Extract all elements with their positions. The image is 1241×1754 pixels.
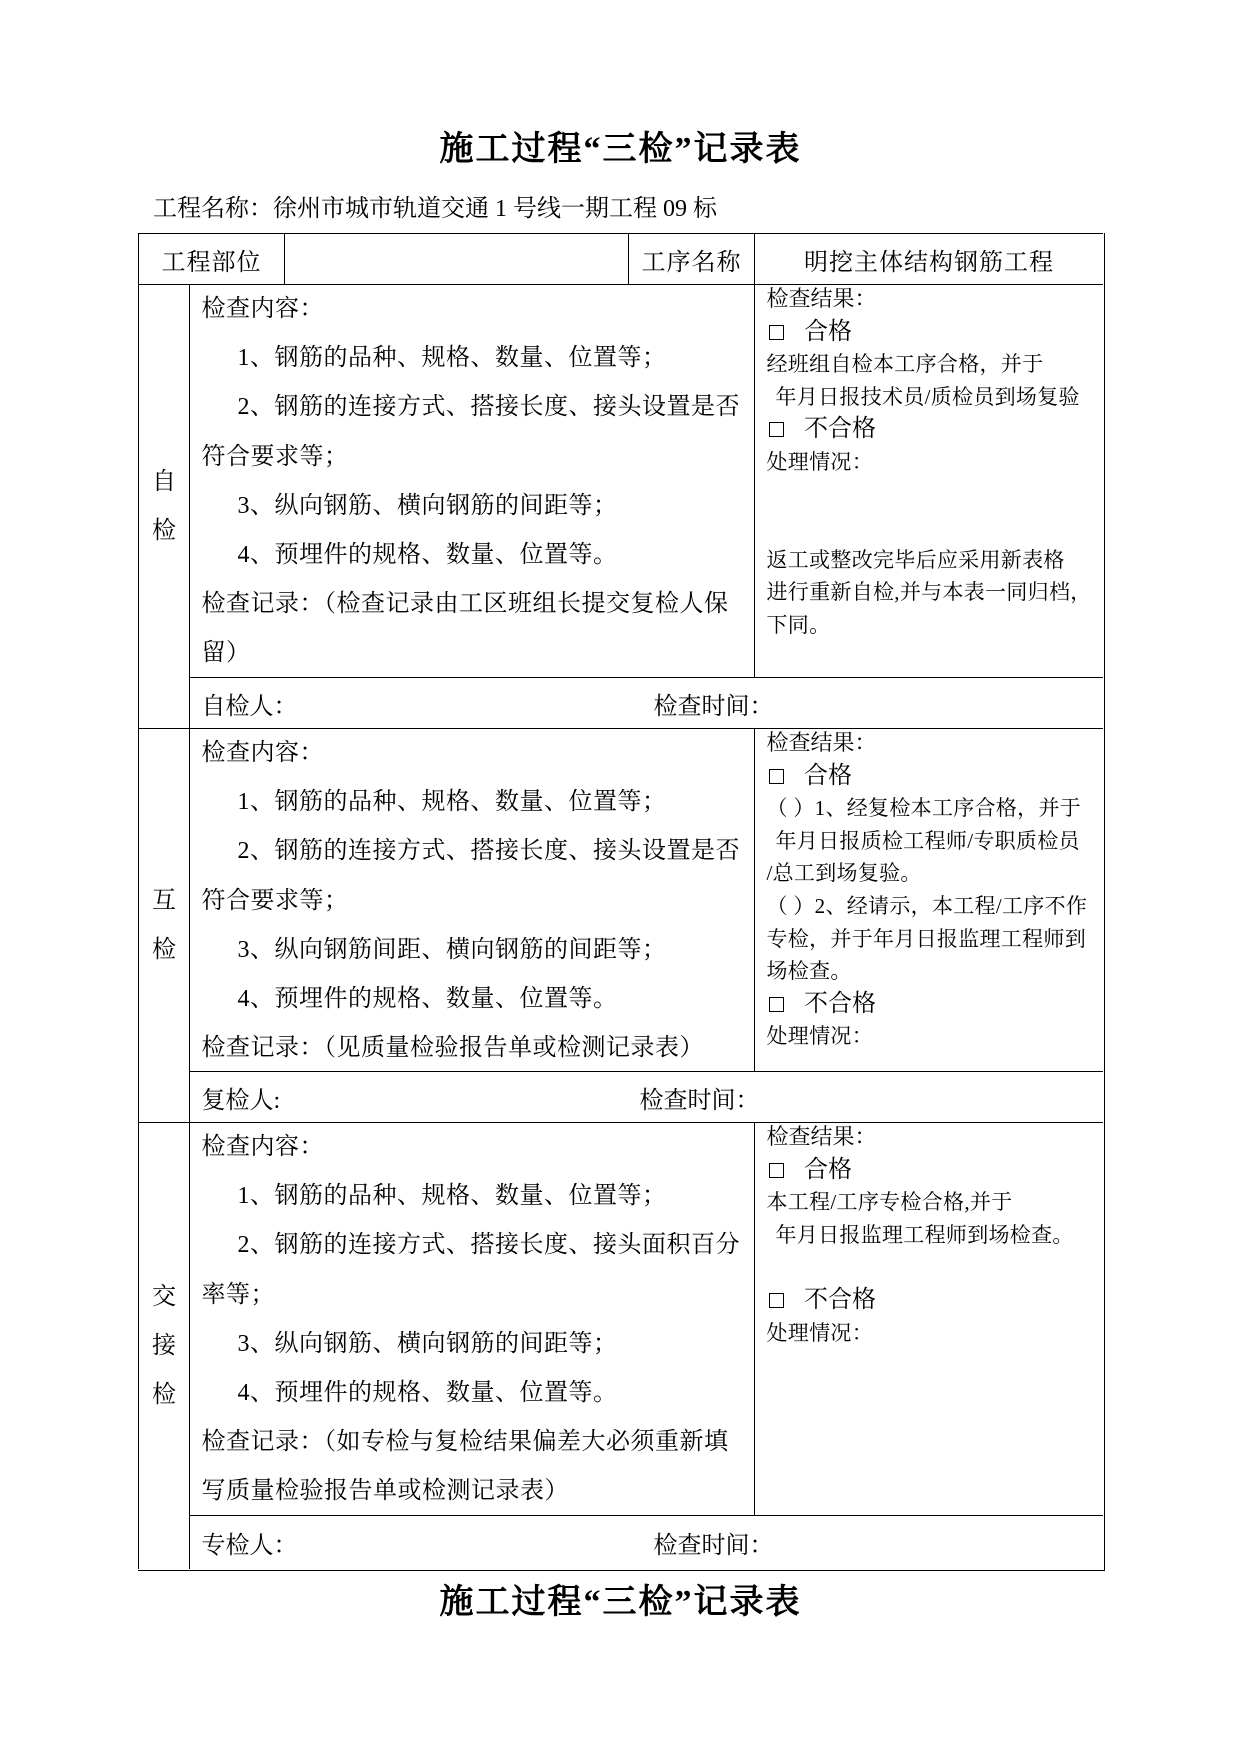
remark-line: 返工或整改完毕后应采用新表格 <box>766 547 1065 572</box>
mutual-check-label-cell <box>138 728 189 1122</box>
content-item: 4、预埋件的规格、数量、位置等。 <box>237 541 618 568</box>
pass-note: 专检，并于年月日报监理工程师到 <box>766 926 1086 951</box>
fail-option <box>767 413 1104 446</box>
pass-note: 本工程/工序专检合格,并于 <box>766 1190 1013 1215</box>
check-record-note: 检查记录：（如专检与复检结果偏差大必须重新填 <box>201 1429 729 1456</box>
process-name-value-cell <box>754 233 1103 284</box>
content-item: 2、钢筋的连接方式、搭接长度、接头面积百分 <box>237 1232 740 1259</box>
pass-label: 合格 <box>804 318 852 345</box>
project-part-label: 工程部位 <box>161 249 262 276</box>
content-item: 3、纵向钢筋间距、横向钢筋的间距等； <box>237 936 667 963</box>
check-record-note: 检查记录：（检查记录由工区班组长提交复检人保 <box>201 591 729 618</box>
self-check-label: 自检 <box>152 468 176 544</box>
handover-check-content <box>189 1122 754 1515</box>
check-time-label: 检查时间： <box>639 1087 760 1114</box>
mutual-check-content <box>189 728 754 1071</box>
mutual-check-signature-row <box>189 1071 1103 1122</box>
mutual-check-label: 互检 <box>152 887 176 963</box>
spacer <box>767 1251 1104 1284</box>
check-time-label: 检查时间： <box>653 693 774 720</box>
pass-note: 场检查。 <box>766 959 852 984</box>
checkbox-icon <box>769 325 784 340</box>
handover-check-label-cell <box>138 1122 189 1569</box>
pass-label: 合格 <box>804 1156 852 1183</box>
content-item: 2、钢筋的连接方式、搭接长度、接头设置是否 <box>237 394 740 421</box>
checkbox-icon <box>769 997 784 1012</box>
pass-note: 年月日报技术员/质检员到场复验 <box>775 384 1080 409</box>
signer-label: 复检人: <box>201 1087 281 1114</box>
content-heading: 检查内容： <box>201 296 324 322</box>
content-item-continued: 率等； <box>201 1281 275 1308</box>
pass-note: 年月日报监理工程师到场检查。 <box>775 1222 1074 1247</box>
content-heading: 检查内容： <box>201 1134 324 1160</box>
content-item-continued: 符合要求等； <box>201 443 349 470</box>
process-name-label: 工序名称 <box>641 249 742 276</box>
project-part-value-cell <box>284 233 628 284</box>
inspection-record-table <box>138 233 1105 1571</box>
pass-option <box>767 760 1104 793</box>
signer-label: 专检人： <box>201 1533 298 1559</box>
content-item: 2、钢筋的连接方式、搭接长度、接头设置是否 <box>237 838 740 865</box>
pass-note: /总工到场复验。 <box>766 861 922 886</box>
self-check-content <box>189 284 754 677</box>
checkbox-icon <box>769 769 784 784</box>
remark-line: 进行重新自检,并与本表一同归档， <box>766 580 1092 605</box>
handling-label: 处理情况： <box>766 1320 873 1345</box>
pass-label: 合格 <box>804 762 852 789</box>
pass-note: 经班组自检本工序合格，并于 <box>766 352 1044 377</box>
checkbox-icon <box>769 422 784 437</box>
check-record-note-continued: 留） <box>201 640 251 667</box>
spacer <box>767 511 1104 544</box>
handling-label: 处理情况： <box>766 1024 873 1049</box>
self-check-label-cell <box>138 284 189 728</box>
fail-label: 不合格 <box>804 416 876 443</box>
check-time-label: 检查时间： <box>653 1533 774 1559</box>
fail-label: 不合格 <box>804 990 876 1017</box>
mutual-check-result <box>754 728 1103 1071</box>
check-record-note-continued: 写质量检验报告单或检测记录表） <box>201 1478 569 1505</box>
check-record-note: 检查记录：（见质量检验报告单或检测记录表） <box>201 1035 704 1062</box>
handover-check-label: 交接检 <box>152 1283 176 1408</box>
process-name-label-cell <box>628 233 754 284</box>
self-check-result <box>754 284 1103 677</box>
pass-note: （ ）1、经复检本工序合格，并于 <box>766 796 1082 821</box>
next-page-title: 施工过程“三检”记录表 <box>439 1584 802 1621</box>
result-heading: 检查结果： <box>766 730 877 755</box>
remark-line: 下同。 <box>766 612 831 637</box>
handling-label: 处理情况： <box>766 449 873 474</box>
signer-label: 自检人： <box>201 693 298 720</box>
checkbox-icon <box>769 1293 784 1308</box>
fail-option <box>767 1284 1104 1317</box>
self-check-signature-row <box>189 677 1103 728</box>
fail-option <box>767 988 1104 1021</box>
result-heading: 检查结果： <box>766 286 877 311</box>
project-part-label-cell <box>138 233 284 284</box>
content-item: 1、钢筋的品种、规格、数量、位置等； <box>237 789 667 816</box>
handover-check-signature-row <box>189 1515 1103 1569</box>
content-item: 4、预埋件的规格、数量、位置等。 <box>237 1379 618 1406</box>
fail-label: 不合格 <box>804 1286 876 1313</box>
handover-check-result <box>754 1122 1103 1515</box>
checkbox-icon <box>769 1163 784 1178</box>
form-title: 施工过程“三检”记录表 <box>439 131 802 168</box>
spacer <box>767 479 1104 512</box>
pass-option <box>767 1154 1104 1187</box>
pass-note: （ ）2、经请示，本工程/工序不作 <box>766 893 1088 918</box>
process-name-value: 明挖主体结构钢筋工程 <box>804 249 1054 276</box>
content-item: 4、预埋件的规格、数量、位置等。 <box>237 985 618 1012</box>
content-item: 1、钢筋的品种、规格、数量、位置等； <box>237 1183 667 1210</box>
content-item-continued: 符合要求等； <box>201 887 349 914</box>
project-name-line: 工程名称：徐州市城市轨道交通 1 号线一期工程 09 标 <box>153 196 717 222</box>
pass-option <box>767 316 1104 349</box>
result-heading: 检查结果： <box>766 1124 877 1149</box>
pass-note: 年月日报质检工程师/专职质检员 <box>775 828 1080 853</box>
content-heading: 检查内容： <box>201 740 324 766</box>
content-item: 3、纵向钢筋、横向钢筋的间距等； <box>237 1330 618 1357</box>
content-item: 3、纵向钢筋、横向钢筋的间距等； <box>237 492 618 519</box>
content-item: 1、钢筋的品种、规格、数量、位置等； <box>237 345 667 372</box>
